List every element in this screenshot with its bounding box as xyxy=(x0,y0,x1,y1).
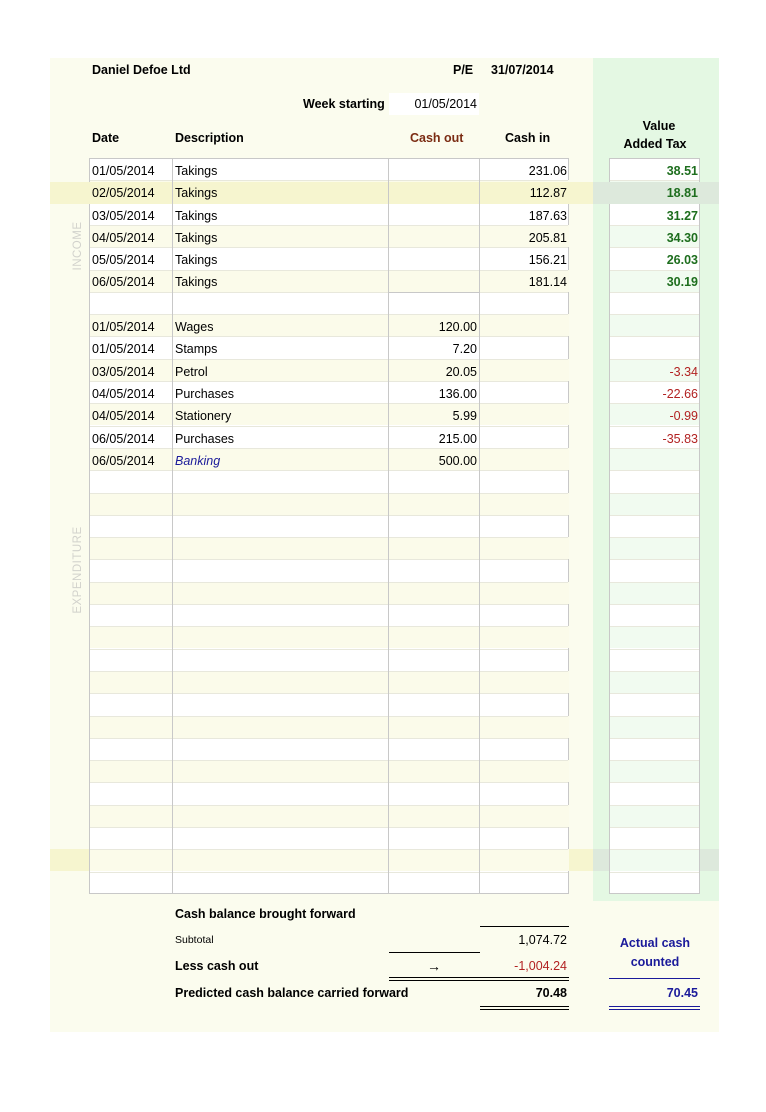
row-cash-in[interactable]: 156.21 xyxy=(528,253,567,267)
vat-row-line xyxy=(610,582,699,583)
cash-out-header: Cash out xyxy=(410,131,464,145)
vat-row-line xyxy=(610,359,699,360)
row-band xyxy=(389,805,479,827)
row-band xyxy=(173,671,388,693)
vat-row-band xyxy=(610,582,699,604)
vat-row-band xyxy=(610,314,699,336)
row-description[interactable]: Takings xyxy=(175,231,218,245)
row-line xyxy=(90,470,568,471)
date-header: Date xyxy=(92,131,120,145)
row-band xyxy=(389,849,479,871)
row-description[interactable]: Takings xyxy=(175,186,218,200)
row-band xyxy=(173,537,388,559)
row-line xyxy=(90,827,568,828)
vat-row-line xyxy=(610,738,699,739)
row-band xyxy=(480,671,569,693)
predicted-top-rule-1 xyxy=(389,977,569,978)
income-section-label: INCOME xyxy=(72,221,84,271)
row-band xyxy=(480,716,569,738)
row-date[interactable]: 01/05/2014 xyxy=(92,320,155,334)
row-date[interactable]: 02/05/2014 xyxy=(92,186,155,200)
actual-cash-label-1: Actual cash xyxy=(619,936,691,950)
actual-cash-value[interactable]: 70.45 xyxy=(666,986,698,1000)
row-band xyxy=(90,671,172,693)
row-cash-out[interactable]: 136.00 xyxy=(438,387,477,401)
vat-row-band xyxy=(610,671,699,693)
vat-row-line xyxy=(610,716,699,717)
vat-row-line xyxy=(610,626,699,627)
vat-row-line xyxy=(610,537,699,538)
row-cash-out[interactable]: 500.00 xyxy=(438,454,477,468)
row-band xyxy=(173,716,388,738)
row-band xyxy=(90,716,172,738)
actual-cash-bottom-rule-1 xyxy=(609,1006,700,1007)
vat-row-line xyxy=(610,827,699,828)
less-cash-out-label: Less cash out xyxy=(175,959,259,973)
row-band xyxy=(90,805,172,827)
vat-row-band xyxy=(610,493,699,515)
row-line xyxy=(90,626,568,627)
row-vat: -22.66 xyxy=(662,387,698,401)
row-vat: 30.19 xyxy=(666,275,698,289)
brought-forward-label: Cash balance brought forward xyxy=(175,907,356,921)
row-line xyxy=(90,716,568,717)
row-line xyxy=(90,493,568,494)
vat-row-line xyxy=(610,559,699,560)
row-band xyxy=(480,805,569,827)
highlight-strip-bottom-left xyxy=(50,849,89,871)
row-cash-out[interactable]: 5.99 xyxy=(452,409,477,423)
row-band xyxy=(389,760,479,782)
row-band xyxy=(389,225,479,247)
vat-row-line xyxy=(610,649,699,650)
row-band xyxy=(480,626,569,648)
predicted-bottom-rule-2 xyxy=(480,1009,569,1010)
row-date[interactable]: 04/05/2014 xyxy=(92,387,155,401)
row-band xyxy=(173,582,388,604)
row-band xyxy=(480,448,569,470)
row-band xyxy=(389,716,479,738)
row-band xyxy=(480,537,569,559)
row-band xyxy=(173,805,388,827)
predicted-balance-label: Predicted cash balance carried forward xyxy=(175,986,409,1000)
row-description[interactable]: Takings xyxy=(175,253,218,267)
vat-header-line1: Value xyxy=(642,119,676,133)
predicted-bottom-rule-1 xyxy=(480,1006,569,1007)
vat-row-line xyxy=(610,314,699,315)
row-date[interactable]: 03/05/2014 xyxy=(92,209,155,223)
row-line xyxy=(90,604,568,605)
vat-row-line xyxy=(610,849,699,850)
vat-row-line xyxy=(610,336,699,337)
row-line xyxy=(90,336,568,337)
row-band xyxy=(173,849,388,871)
vat-row-line xyxy=(610,782,699,783)
row-band xyxy=(90,760,172,782)
row-date[interactable]: 01/05/2014 xyxy=(92,342,155,356)
less-cash-out-rule xyxy=(389,952,480,953)
row-line xyxy=(90,314,568,315)
highlight-strip-bottom-vat-right xyxy=(700,849,719,871)
row-vat: 38.51 xyxy=(666,164,698,178)
row-date[interactable]: 06/05/2014 xyxy=(92,432,155,446)
row-band xyxy=(90,537,172,559)
row-cash-out[interactable]: 215.00 xyxy=(438,432,477,446)
row-band xyxy=(389,582,479,604)
row-band xyxy=(480,359,569,381)
row-date[interactable]: 06/05/2014 xyxy=(92,275,155,289)
row-line xyxy=(90,649,568,650)
row-cash-in[interactable]: 181.14 xyxy=(528,275,567,289)
row-line xyxy=(90,448,568,449)
row-cash-in[interactable]: 205.81 xyxy=(528,231,567,245)
vat-row-band xyxy=(610,537,699,559)
arrow-right-icon: → xyxy=(427,958,441,974)
highlight-strip-bottom-vat-left xyxy=(593,849,609,871)
row-description[interactable]: Takings xyxy=(175,164,218,178)
row-cash-in[interactable]: 187.63 xyxy=(528,209,567,223)
row-vat: 31.27 xyxy=(666,209,698,223)
row-line xyxy=(90,403,568,404)
pe-date[interactable]: 31/07/2014 xyxy=(491,63,554,77)
row-band xyxy=(480,760,569,782)
predicted-top-rule-2 xyxy=(389,980,569,981)
vat-row-line xyxy=(610,604,699,605)
row-line xyxy=(90,693,568,694)
row-cash-out[interactable]: 20.05 xyxy=(445,365,477,379)
vat-row-line xyxy=(610,493,699,494)
row-band xyxy=(480,314,569,336)
row-description[interactable]: Petrol xyxy=(175,365,208,379)
vat-row-line xyxy=(610,872,699,873)
row-band xyxy=(480,403,569,425)
row-line xyxy=(90,537,568,538)
row-line xyxy=(90,849,568,850)
row-band xyxy=(90,582,172,604)
row-description[interactable]: Stamps xyxy=(175,342,218,356)
income-end-line xyxy=(389,292,479,293)
row-vat: 18.81 xyxy=(666,186,698,200)
row-line xyxy=(90,738,568,739)
row-line xyxy=(90,515,568,516)
row-line xyxy=(90,805,568,806)
col-divider-desc xyxy=(388,158,389,894)
vat-row-line xyxy=(610,515,699,516)
row-band xyxy=(389,626,479,648)
row-description[interactable]: Purchases xyxy=(175,432,235,446)
pe-label: P/E xyxy=(453,63,474,77)
row-date[interactable]: 04/05/2014 xyxy=(92,409,155,423)
row-cash-in[interactable]: 231.06 xyxy=(528,164,567,178)
row-vat: 26.03 xyxy=(666,253,698,267)
row-line xyxy=(90,359,568,360)
cash-in-header: Cash in xyxy=(505,131,551,145)
row-band xyxy=(480,849,569,871)
row-band xyxy=(389,270,479,292)
row-band xyxy=(389,671,479,693)
vat-row-line xyxy=(610,470,699,471)
row-band xyxy=(173,493,388,515)
row-description[interactable]: Wages xyxy=(175,320,214,334)
subtotal-top-rule xyxy=(480,926,569,927)
vat-row-band xyxy=(610,760,699,782)
row-cash-out[interactable]: 120.00 xyxy=(438,320,477,334)
vat-row-line xyxy=(610,805,699,806)
row-date[interactable]: 03/05/2014 xyxy=(92,365,155,379)
description-header: Description xyxy=(175,131,244,145)
vat-row-band xyxy=(610,805,699,827)
row-date[interactable]: 01/05/2014 xyxy=(92,164,155,178)
row-line xyxy=(90,671,568,672)
actual-cash-bottom-rule-2 xyxy=(609,1009,700,1010)
row-description[interactable]: Takings xyxy=(175,209,218,223)
row-cash-in[interactable]: 112.87 xyxy=(529,186,567,200)
less-cash-out-value: -1,004.24 xyxy=(514,959,567,973)
row-band xyxy=(173,626,388,648)
row-line xyxy=(90,872,568,873)
row-description[interactable]: Takings xyxy=(175,275,218,289)
highlight-strip-bottom-mid xyxy=(569,849,593,871)
row-line xyxy=(90,559,568,560)
row-line xyxy=(90,381,568,382)
row-cash-out[interactable]: 7.20 xyxy=(452,342,477,356)
row-vat: -3.34 xyxy=(669,365,698,379)
row-vat: 34.30 xyxy=(666,231,698,245)
row-line xyxy=(90,426,568,427)
row-band xyxy=(480,582,569,604)
predicted-balance-value: 70.48 xyxy=(535,986,567,1000)
row-line xyxy=(90,582,568,583)
row-line xyxy=(90,760,568,761)
company-name: Daniel Defoe Ltd xyxy=(92,63,191,77)
row-line xyxy=(90,782,568,783)
vat-row-band xyxy=(610,716,699,738)
row-band xyxy=(90,626,172,648)
col-divider-date xyxy=(172,158,173,894)
expenditure-section-label: EXPENDITURE xyxy=(72,526,84,614)
row-band xyxy=(173,760,388,782)
vat-row-line xyxy=(610,671,699,672)
vat-row-band xyxy=(610,626,699,648)
row-band xyxy=(389,537,479,559)
week-date-input[interactable]: 01/05/2014 xyxy=(389,93,479,115)
week-label: Week starting xyxy=(303,97,385,111)
row-band xyxy=(90,849,172,871)
row-description[interactable]: Purchases xyxy=(175,387,235,401)
row-band xyxy=(90,493,172,515)
row-description[interactable]: Stationery xyxy=(175,409,232,423)
vat-row-line xyxy=(610,760,699,761)
vat-row-band xyxy=(610,448,699,470)
row-description[interactable]: Banking xyxy=(175,454,221,468)
vat-row-band xyxy=(610,849,699,871)
subtotal-label: Subtotal xyxy=(175,934,214,946)
row-date[interactable]: 05/05/2014 xyxy=(92,253,155,267)
actual-cash-top-rule xyxy=(609,978,700,979)
vat-header-line2: Added Tax xyxy=(623,137,687,151)
actual-cash-label-2: counted xyxy=(630,955,680,969)
row-date[interactable]: 04/05/2014 xyxy=(92,231,155,245)
subtotal-value: 1,074.72 xyxy=(518,933,567,947)
row-band xyxy=(480,493,569,515)
row-date[interactable]: 06/05/2014 xyxy=(92,454,155,468)
vat-row-line xyxy=(610,693,699,694)
row-band xyxy=(389,493,479,515)
row-vat: -35.83 xyxy=(662,432,698,446)
row-vat: -0.99 xyxy=(669,409,698,423)
